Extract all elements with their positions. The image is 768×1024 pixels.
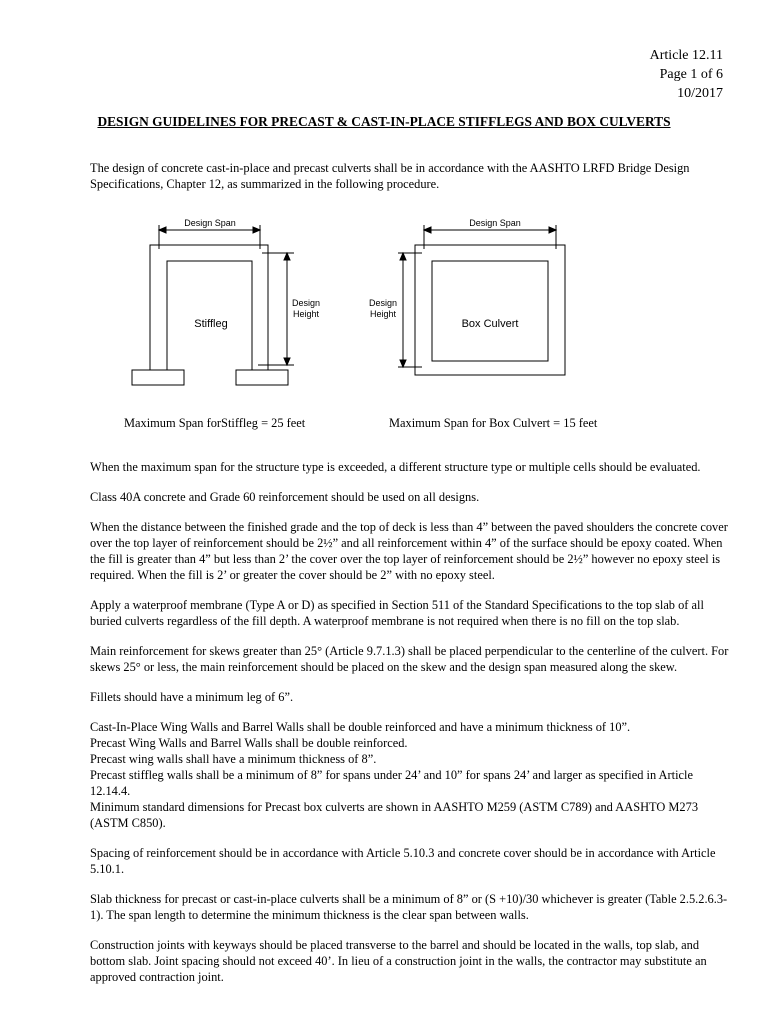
paragraph-materials: Class 40A concrete and Grade 60 reinforcement should be used on all designs. [90, 490, 480, 504]
walls-line: Precast Wing Walls and Barrel Walls shall be double reinforced. [90, 736, 408, 750]
box-height-label-line2: Height [369, 309, 397, 319]
paragraph-fillets: Fillets should have a minimum leg of 6”. [90, 690, 294, 704]
stiffleg-height-label-line2: Height [292, 309, 320, 319]
paragraph-waterproof-membrane: Apply a waterproof membrane (Type A or D) as specified in Section 511 of the Standard Specifications to the top slab of all buried culverts regardless of the fill depth. A waterproof membrane is not required when there is no fill on the top slab. [90, 598, 704, 628]
stiffleg-left-footing [132, 370, 184, 385]
revision-date: 10/2017 [677, 86, 723, 101]
intro-section [90, 160, 730, 206]
walls-line: Minimum standard dimensions for Precast box culverts are shown in AASHTO M259 (ASTM C789) and AASHTO M273 (ASTM C850). [90, 800, 699, 830]
stiffleg-name-label: Stiffleg [194, 318, 228, 330]
article-number: Article 12.11 [649, 48, 723, 63]
box-span-arrow-left [424, 227, 431, 233]
box-name-label: Box Culvert [461, 318, 519, 330]
stiffleg-span-arrow-right [253, 227, 260, 233]
walls-line: Cast-In-Place Wing Walls and Barrel Walls shall be double reinforced and have a minimum thickness of 10”. [90, 720, 631, 734]
stiffleg-caption: Maximum Span forStiffleg = 25 feet [124, 416, 306, 430]
box-height-label-line1: Design [368, 298, 398, 308]
intro-paragraph: The design of concrete cast-in-place and precast culverts shall be in accordance with the AASHTO LRFD Bridge Design Specifications, Chapter 12, as summarized in the following procedure. [90, 161, 690, 191]
stiffleg-outer-frame [150, 245, 268, 375]
box-outer-frame [415, 245, 565, 375]
page-header [650, 46, 723, 103]
stiffleg-span-label: Design Span [184, 218, 236, 228]
stiffleg-height-label-line1: Design [291, 298, 321, 308]
stiffleg-right-footing [236, 370, 288, 385]
box-height-arrow-bottom [400, 360, 406, 367]
paragraph-reinforcement-spacing: Spacing of reinforcement should be in accordance with Article 5.10.3 and concrete cover should be in accordance with Article 5.10.1. [90, 846, 716, 876]
paragraph-slab-thickness: Slab thickness for precast or cast-in-place culverts shall be a minimum of 8” or (S +10)/30 whichever is greater (Table 2.5.2.6.3-1). The span length to determine the minimum thickness is the clear span between walls. [90, 892, 728, 922]
diagram-svg [90, 205, 730, 405]
stiffleg-span-arrow-left [159, 227, 166, 233]
page-number: Page 1 of 6 [659, 67, 723, 82]
walls-line: Precast stiffleg walls shall be a minimum of 8” for spans under 24’ and 10” for spans 24’ and larger as specified in Article 12.14.4. [90, 768, 693, 798]
paragraph-structure-type: When the maximum span for the structure type is exceeded, a different structure type or multiple cells should be evaluated. [90, 460, 701, 474]
walls-section [90, 719, 730, 831]
box-culvert-caption: Maximum Span for Box Culvert = 15 feet [389, 416, 598, 430]
walls-line: Precast wing walls shall have a minimum thickness of 8”. [90, 752, 377, 766]
box-inner-frame [432, 261, 548, 361]
stiffleg-height-arrow-top [284, 253, 290, 260]
box-culvert-drawing [398, 225, 565, 375]
stiffleg-drawing [132, 225, 294, 385]
paragraph-construction-joints: Construction joints with keyways should be placed transverse to the barrel and should be located in the walls, top slab, and bottom slab. Joint spacing should not exceed 40’. In lieu of a construction joint in the walls, the contractor may substitute an approved contraction joint. [90, 938, 707, 984]
box-span-arrow-right [549, 227, 556, 233]
guidelines-body [90, 459, 730, 999]
culvert-diagrams [90, 205, 730, 445]
document-title: DESIGN GUIDELINES FOR PRECAST & CAST-IN-PLACE STIFFLEGS AND BOX CULVERTS [97, 114, 671, 129]
box-span-label: Design Span [469, 218, 521, 228]
stiffleg-height-arrow-bottom [284, 358, 290, 365]
box-height-arrow-top [400, 253, 406, 260]
paragraph-concrete-cover: When the distance between the finished grade and the top of deck is less than 4” between the paved shoulders the concrete cover over the top layer of reinforcement should be 2½” and all reinforcement within 4” of the surface should be epoxy coated. When the fill is greater than 4” but less than 2’ the cover over the top layer of reinforcement should be 2½” however no epoxy steel is required. When the fill is 2’ or greater the cover should be 2” with no epoxy steel. [90, 520, 728, 582]
paragraph-skew-reinforcement: Main reinforcement for skews greater than 25° (Article 9.7.1.3) shall be placed perpendicular to the centerline of the culvert. For skews 25° or less, the main reinforcement should be placed on the skew and the design span measured along the skew. [90, 644, 729, 674]
